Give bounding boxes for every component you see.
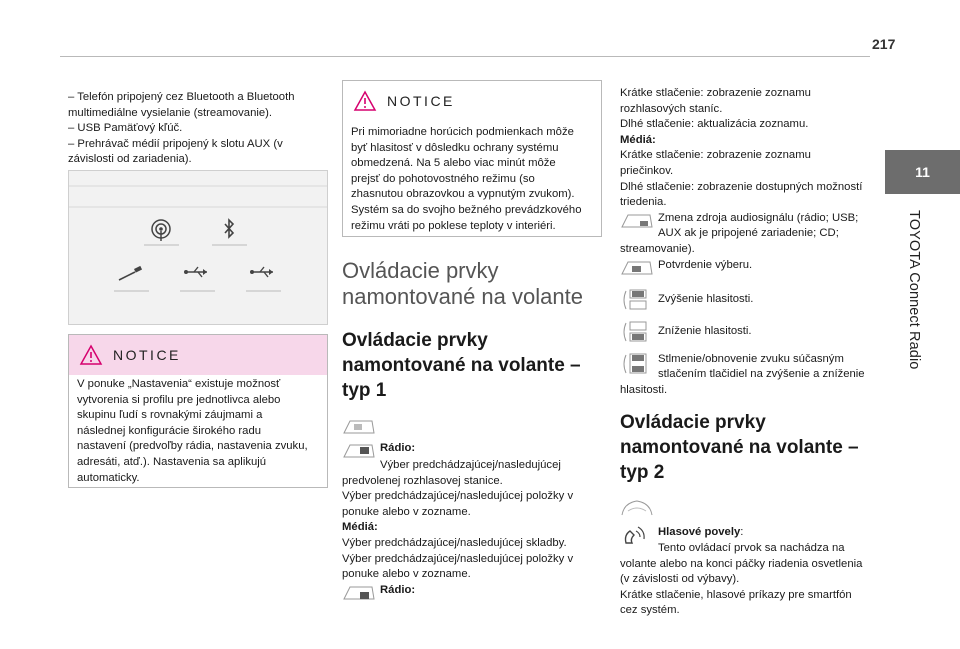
column-1-intro — [68, 90, 330, 168]
text-line: adresáti, atď.). Nastavenia sa aplikujú — [77, 455, 267, 468]
text-line: závislosti od zariadenia). — [68, 153, 192, 166]
media-label: Médiá: — [620, 133, 656, 146]
text-line: predvolenej rozhlasovej stanice. — [342, 474, 503, 487]
text-line: automaticky. — [77, 471, 140, 484]
volume-up-item — [620, 288, 882, 312]
column-3-content — [620, 86, 882, 619]
steering-control-icon — [620, 497, 654, 519]
voice-command-item: Hlasové povely: Tento ovládací prvok sa nachádza na — [620, 525, 882, 556]
notice-header — [343, 81, 601, 121]
mute-item — [620, 352, 882, 383]
text-line: následnej konfigurácie širokého radu — [77, 424, 262, 437]
notice-box-temperature — [342, 80, 602, 237]
text-line: streamovanie). — [620, 242, 695, 255]
text-line: stlačením tlačidiel na zvýšenie a zníženie — [658, 368, 865, 381]
text-line: Pri mimoriadne horúcich podmienkach môže — [351, 126, 574, 138]
text-line: Výber predchádzajúcej/nasledujúcej položky v — [342, 552, 574, 565]
text-line: – Telefón pripojený cez Bluetooth a Bluetooth — [68, 91, 295, 103]
top-divider — [60, 56, 870, 57]
volume-down-item — [620, 320, 882, 344]
connection-illustration — [68, 170, 328, 325]
wireless-icon — [152, 220, 170, 241]
text-line: Systém sa do svojho bežného prevádzkového — [351, 203, 582, 216]
notice-body — [343, 121, 601, 242]
aux-plug-icon — [119, 266, 142, 280]
column-2-content — [342, 258, 604, 603]
text-line: nastavení (predvoľby rádia, nastavenia zvuku, — [77, 440, 308, 453]
text-line: byť hlasitosť v dôsledku ochrany systému — [351, 141, 559, 154]
radio-label: Rádio: — [380, 442, 416, 454]
text-line: Výber predchádzajúcej/nasledujúcej položky v — [342, 490, 574, 503]
radio-label: Rádio: — [380, 583, 416, 596]
text-line: Dlhé stlačenie: zobrazenie dostupných možností — [620, 180, 863, 193]
volume-control-icon — [620, 320, 654, 344]
text-line: V ponuke „Nastavenia“ existuje možnosť — [77, 378, 281, 390]
text-line: Výber predchádzajúcej/nasledujúcej skladby. — [342, 536, 567, 549]
text-line: Potvrdenie výberu. — [658, 258, 753, 271]
notice-title: NOTICE — [113, 347, 181, 363]
text-line: triedenia. — [620, 196, 667, 209]
text-line: ponuke alebo v zozname. — [342, 568, 471, 581]
text-line: prejsť do pohotovostného režimu (so — [351, 172, 535, 185]
text-line: rozhlasových staníc. — [620, 102, 723, 115]
text-line: Zvýšenie hlasitosti. — [658, 292, 754, 305]
radio-item-2 — [342, 583, 604, 603]
text-line: Zníženie hlasitosti. — [658, 324, 752, 337]
steering-control-icon — [342, 417, 376, 437]
connection-icons — [69, 171, 327, 324]
text-line: Dlhé stlačenie: aktualizácia zoznamu. — [620, 118, 809, 131]
volume-control-icon — [620, 352, 654, 376]
source-item — [620, 211, 882, 242]
text-line: vytvorenia si profilu pre jednotlivca alebo — [77, 393, 281, 406]
volume-control-icon — [620, 288, 654, 312]
steering-control-icon — [620, 211, 654, 231]
voice-command-icon — [620, 525, 650, 549]
text-line: Stlmenie/obnovenie zvuku súčasným — [658, 352, 844, 365]
text-line: multimediálne vysielanie (streamovanie). — [68, 106, 273, 119]
text-line: Zmena zdroja audiosignálu (rádio; USB; — [658, 211, 859, 224]
text-line: Krátke stlačenie: zobrazenie zoznamu — [620, 149, 811, 162]
notice-title: NOTICE — [387, 93, 455, 109]
chapter-title: TOYOTA Connect Radio — [906, 210, 922, 370]
chapter-tab[interactable]: 11 — [885, 150, 960, 194]
media-label: Médiá: — [342, 521, 378, 534]
subsection-title-type-1: Ovládacie prvky namontované na volante – typ 1 — [342, 330, 581, 401]
text-line: Výber predchádzajúcej/nasledujúcej — [380, 459, 561, 471]
notice-body — [69, 375, 327, 494]
bluetooth-icon — [225, 220, 233, 237]
text-line: – Prehrávač médií pripojený k slotu AUX (v — [68, 137, 283, 150]
text-line: Krátke stlačenie, hlasové príkazy pre smartfón — [620, 588, 852, 601]
warning-triangle-icon — [79, 344, 103, 366]
text-line: priečinkov. — [620, 164, 674, 177]
steering-control-icon — [342, 441, 376, 461]
section-title: Ovládacie prvky namontované na volante — [342, 258, 583, 309]
usb-icon — [250, 267, 273, 277]
text-line: zhasnutou obrazovkou a vypnutým zvukom). — [351, 188, 575, 201]
steering-control-icon — [620, 258, 654, 278]
subsection-title-type-2: Ovládacie prvky namontované na volante – typ 2 — [620, 412, 859, 484]
text-line: Krátke stlačenie: zobrazenie zoznamu — [620, 87, 811, 99]
text-line: – USB Pamäťový kľúč. — [68, 122, 183, 135]
text-line: cez systém. — [620, 604, 680, 617]
text-line: (v závislosti od výbavy). — [620, 573, 740, 586]
voice-label: Hlasové povely — [658, 526, 741, 539]
notice-box-profiles — [68, 334, 328, 488]
confirm-item — [620, 258, 882, 278]
warning-triangle-icon — [353, 90, 377, 112]
text-line: obmedzená. Na 5 alebo viac minút môže — [351, 157, 556, 170]
usb-icon — [184, 267, 207, 277]
text-line: skupinu ľudí s rovnakými záujmami a — [77, 409, 263, 422]
text-line: hlasitosti. — [620, 383, 668, 396]
notice-header — [69, 335, 327, 375]
text-line: volante alebo na konci páčky riadenia osvetlenia — [620, 557, 863, 570]
text-line: režimu vráti po poklese teploty v interiéri. — [351, 219, 556, 232]
text-line: ponuke alebo v zozname. — [342, 505, 471, 518]
text-line: Tento ovládací prvok sa nachádza na — [658, 541, 845, 554]
text-line: AUX ak je pripojené zariadenie; CD; — [658, 227, 839, 240]
page-number: 217 — [872, 36, 896, 52]
steering-control-icon — [342, 583, 376, 603]
